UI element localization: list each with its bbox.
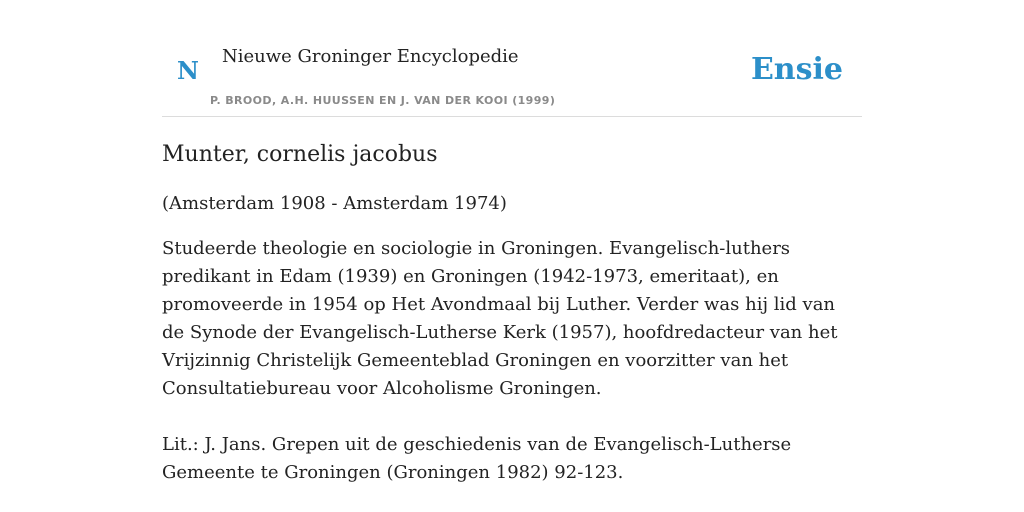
book-authors: P. BROOD, A.H. HUUSSEN EN J. VAN DER KOOI (1999) — [210, 94, 556, 107]
entry-literature: Lit.: J. Jans. Grepen uit de geschiedenis van de Evangelisch-Lutherse Gemeente te Groningen (Groningen 1982) 92-123. — [162, 434, 792, 483]
entry-lifespan: (Amsterdam 1908 - Amsterdam 1974) — [162, 193, 507, 214]
entry-body: Studeerde theologie en sociologie in Groningen. Evangelisch-luthers predikant in Edam (1939) en Groningen (1942-1973, emeritaat), en promoveerde in 1954 op Het Avondmaal bij Luther. Verder was hij lid van de Synode der Evangelisch-Lutherse Kerk (1957), hoofdredacteur van het Vrijzinnig Christelijk Gemeenteblad Groningen en voorzitter van het Consultatiebureau voor Alcoholisme Groningen. — [162, 238, 838, 399]
book-logo[interactable]: N — [177, 56, 199, 85]
page-header — [162, 0, 862, 117]
book-title[interactable]: Nieuwe Groninger Encyclopedie — [222, 46, 519, 67]
brand-logo-link[interactable]: Ensie — [750, 52, 843, 87]
entry-title: Munter, cornelis jacobus — [162, 142, 438, 167]
entry-content — [162, 140, 862, 487]
